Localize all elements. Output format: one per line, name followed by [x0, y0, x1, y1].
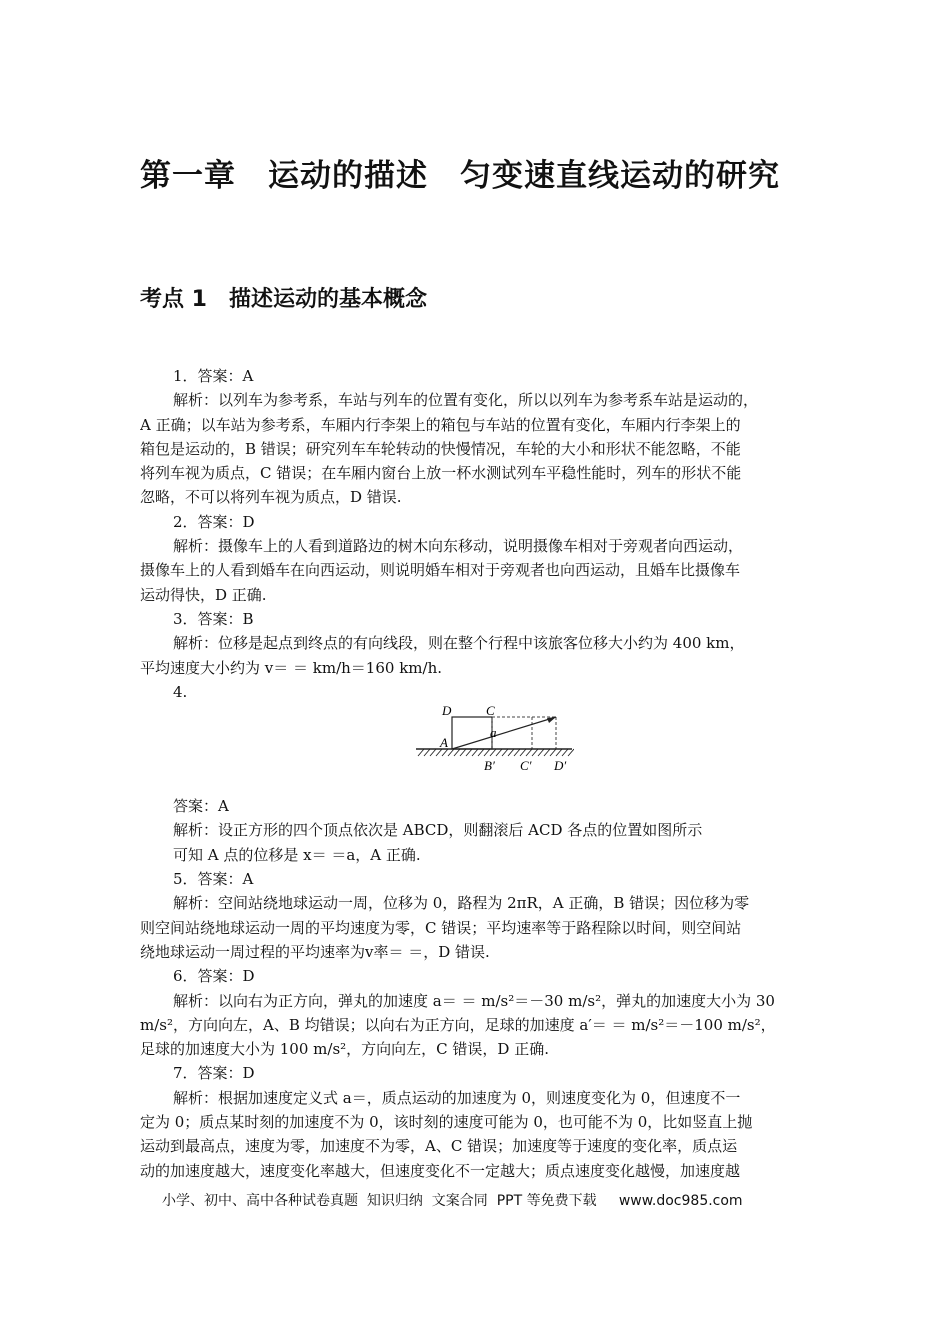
text-line: 解析：以向右为正方向，弹丸的加速度 a＝ ＝ m/s²＝－30 m/s²，弹丸的加速度大小为 30 — [173, 991, 775, 1010]
text-line: 将列车视为质点，C 错误；在车厢内窗台上放一杯水测试列车平稳性能时，列车的形状不能 — [140, 464, 742, 483]
text-line: 可知 A 点的位移是 x＝ ＝a，A 正确. — [173, 845, 421, 864]
text-line: 绕地球运动一周过程的平均速率为v率＝ ＝，D 错误. — [140, 942, 490, 961]
text-line: 解析：空间站绕地球运动一周，位移为 0，路程为 2πR，A 正确，B 错误；因位移为零 — [173, 894, 750, 913]
text-line: 足球的加速度大小为 100 m/s²，方向向左，C 错误，D 正确. — [140, 1040, 549, 1059]
page-footer: 小学、初中、高中各种试卷真题 知识归纳 文案合同 PPT 等免费下载 www.doc985.com — [162, 1193, 743, 1209]
figure-label: C′ — [520, 758, 532, 774]
text-line: 箱包是运动的，B 错误；研究列车车轮转动的快慢情况，车轮的大小和形状不能忽略，不能 — [140, 439, 741, 458]
text-line: 7．答案：D — [173, 1064, 255, 1083]
text-line: 解析：摄像车上的人看到道路边的树木向东移动，说明摄像车相对于旁观者向西运动， — [173, 537, 744, 556]
text-line: 6．答案：D — [173, 967, 255, 986]
answer-body — [140, 364, 816, 1183]
text-line: 5．答案：A — [173, 870, 254, 889]
chapter-title: 第一章 运动的描述 匀变速直线运动的研究 — [140, 158, 780, 194]
text-line: 动的加速度越大，速度变化率越大，但速度变化不一定越大；质点速度变化越慢，加速度越 — [140, 1161, 741, 1180]
text-line: 解析：设正方形的四个顶点依次是 ABCD，则翻滚后 ACD 各点的位置如图所示 — [173, 821, 703, 840]
figure-label: B′ — [484, 758, 495, 774]
text-line: 忽略，不可以将列车视为质点，D 错误. — [140, 488, 402, 507]
figure-label: D — [442, 704, 452, 719]
text-line: 4. — [173, 682, 188, 701]
text-line: 运动得快，D 正确. — [140, 585, 267, 604]
section-title: 考点 1 描述运动的基本概念 — [140, 287, 427, 312]
text-line: 平均速度大小约为 v＝ ＝ km/h＝160 km/h. — [140, 658, 443, 677]
text-line: 2．答案：D — [173, 512, 255, 531]
text-line: 定为 0；质点某时刻的加速度不为 0，该时刻的速度可能为 0，也可能不为 0，比如竖直上抛 — [140, 1113, 753, 1132]
figure-label: a — [490, 725, 497, 741]
figure-label: C — [486, 704, 495, 719]
text-line: m/s²，方向向左，A、B 均错误；以向右为正方向，足球的加速度 a′＝ ＝ m/s²＝－100 m/s²， — [140, 1015, 776, 1034]
text-line: 答案：A — [173, 797, 229, 816]
text-line: 3．答案：B — [173, 609, 254, 628]
text-line: 1．答案：A — [173, 367, 254, 385]
text-line: 解析：根据加速度定义式 a＝，质点运动的加速度为 0，则速度变化为 0，但速度不一 — [173, 1088, 741, 1107]
rolling-square-figure — [140, 704, 816, 794]
text-line: 解析：位移是起点到终点的有向线段，则在整个行程中该旅客位移大小约为 400 km， — [173, 634, 745, 653]
text-line: 运动到最高点，速度为零，加速度不为零，A、C 错误；加速度等于速度的变化率，质点运 — [140, 1137, 738, 1156]
figure-label: D′ — [554, 758, 567, 774]
text-line: 解析：以列车为参考系，车站与列车的位置有变化，所以以列车为参考系车站是运动的， — [173, 391, 759, 410]
figure-label: A — [440, 735, 448, 751]
text-line: 摄像车上的人看到婚车在向西运动，则说明婚车相对于旁观者也向西运动，且婚车比摄像车 — [140, 561, 741, 580]
rolling-square-diagram — [414, 704, 574, 792]
text-line: A 正确；以车站为参考系，车厢内行李架上的箱包与车站的位置有变化，车厢内行李架上的 — [140, 415, 741, 434]
text-line: 则空间站绕地球运动一周的平均速度为零，C 错误；平均速率等于路程除以时间，则空间站 — [140, 918, 742, 937]
